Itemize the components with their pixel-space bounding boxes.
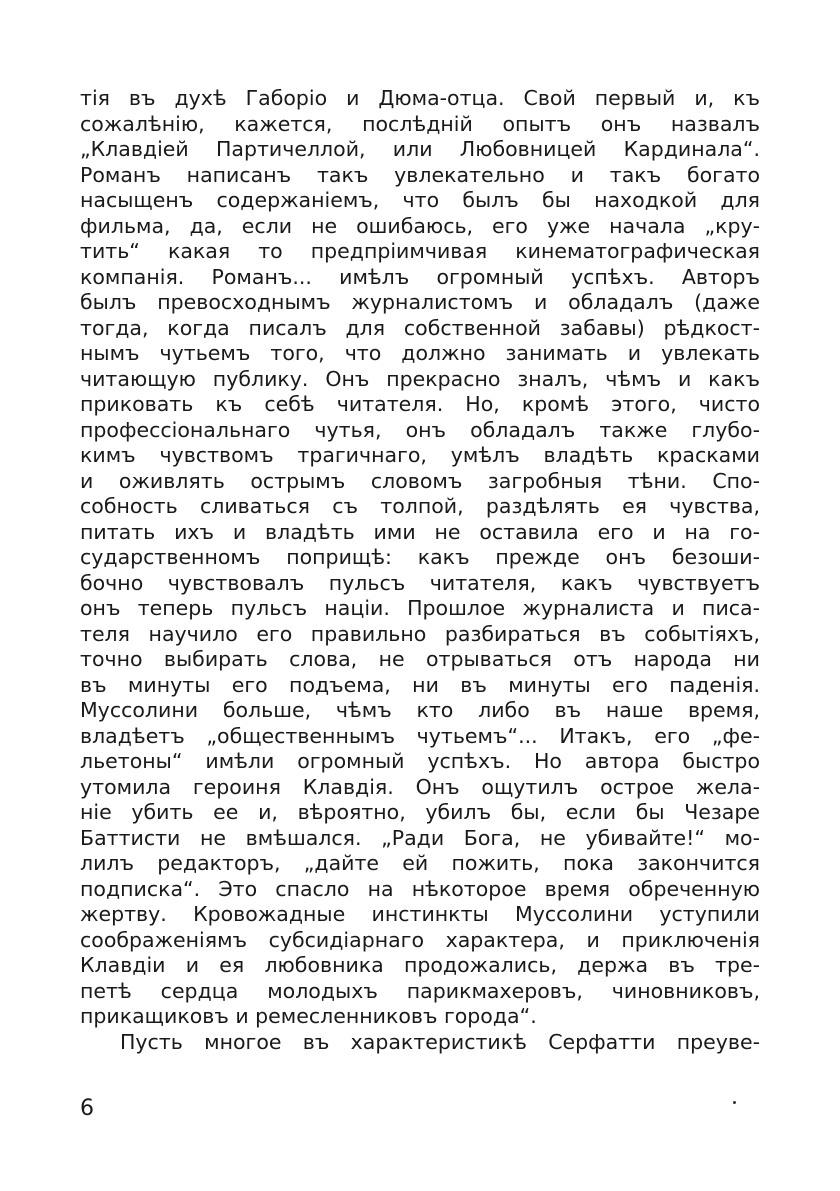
text-line: Романъ написанъ такъ увлекательно и такъ богато <box>80 162 760 187</box>
ink-speck <box>733 1101 736 1104</box>
text-line: бочно чувствовалъ пульсъ читателя, какъ чувствуетъ <box>80 570 760 595</box>
text-line: петѣ сердца молодыхъ парикмахеровъ, чиновниковъ, <box>80 978 760 1003</box>
text-line: собность сливаться съ толпой, раздѣлять ея чувства, <box>80 494 760 518</box>
text-line: лилъ редакторъ, „дайте ей пожить, пока закончится <box>80 851 760 875</box>
text-line: былъ превосходнымъ журналистомъ и обладалъ (даже <box>80 290 760 314</box>
text-line: онъ теперь пульсъ націи. Прошлое журналиста и писа- <box>80 596 760 620</box>
text-line: сожалѣнію, кажется, послѣдній опытъ онъ назвалъ <box>80 111 760 136</box>
text-line: соображеніямъ субсидіарнаго характера, и приключенія <box>80 927 760 952</box>
text-line: приковать къ себѣ читателя. Но, кромѣ этого, чисто <box>80 392 760 416</box>
text-line: „Клавдіей Партичеллой, или Любовницей Кардинала“. <box>80 137 760 161</box>
text-line: питать ихъ и владѣть ими не оставила его и на го- <box>80 519 760 544</box>
text-line: читающую публику. Онъ прекрасно зналъ, чѣмъ и какъ <box>80 366 760 391</box>
text-line: Баттисти не вмѣшался. „Ради Бога, не убивайте!“ мо- <box>80 825 760 850</box>
text-line: тія въ духѣ Габоріо и Дюма-отца. Свой первый и, къ <box>80 86 760 110</box>
text-line: Муссолини больше, чѣмъ кто либо въ наше время, <box>80 698 760 722</box>
text-line: въ минуты его подъема, ни въ минуты его паденія. <box>80 672 760 697</box>
text-line: компанія. Романъ... имѣлъ огромный успѣхъ. Авторъ <box>80 264 760 289</box>
text-line: насыщенъ содержаніемъ, что былъ бы находкой для <box>80 188 760 212</box>
text-line: подписка“. Это спасло на нѣкоторое время обреченную <box>80 876 760 901</box>
text-line: владѣетъ „общественнымъ чутьемъ“... Итакъ, его „фе- <box>80 723 760 748</box>
text-line: теля научило его правильно разбираться въ событіяхъ, <box>80 621 760 646</box>
text-line: утомила героиня Клавдія. Онъ ощутилъ острое жела- <box>80 774 760 799</box>
body-text <box>80 86 760 1055</box>
text-line: ніе убить ее и, вѣроятно, убилъ бы, если бы Чезаре <box>80 800 760 824</box>
text-line: точно выбирать слова, не отрываться отъ народа ни <box>80 647 760 671</box>
text-line: льетоны“ имѣли огромный успѣхъ. Но автора быстро <box>80 749 760 773</box>
text-line: сударственномъ поприщѣ: какъ прежде онъ безоши- <box>80 545 760 569</box>
text-line: тить“ какая то предпріимчивая кинематографическая <box>80 239 760 263</box>
text-line: Клавдіи и ея любовника продожались, держа въ тре- <box>80 953 760 977</box>
text-line: и оживлять острымъ словомъ загробныя тѣни. Спо- <box>80 468 760 493</box>
text-line: профессіональнаго чутья, онъ обладалъ также глубо- <box>80 417 760 442</box>
page-number: 6 <box>80 1096 94 1121</box>
text-line: фильма, да, если не ошибаюсь, его уже начала „кру- <box>80 213 760 238</box>
text-line: кимъ чувствомъ трагичнаго, умѣлъ владѣть красками <box>80 443 760 467</box>
text-line: тогда, когда писалъ для собственной забавы) рѣдкост- <box>80 315 760 340</box>
text-line: прикащиковъ и ремесленниковъ города“. <box>80 1004 537 1028</box>
text-line: нымъ чутьемъ того, что должно занимать и увлекать <box>80 341 760 365</box>
text-line: жертву. Кровожадные инстинкты Муссолини уступили <box>80 902 760 926</box>
text-line: Пусть многое въ характеристикѣ Серфатти преуве- <box>120 1029 760 1054</box>
